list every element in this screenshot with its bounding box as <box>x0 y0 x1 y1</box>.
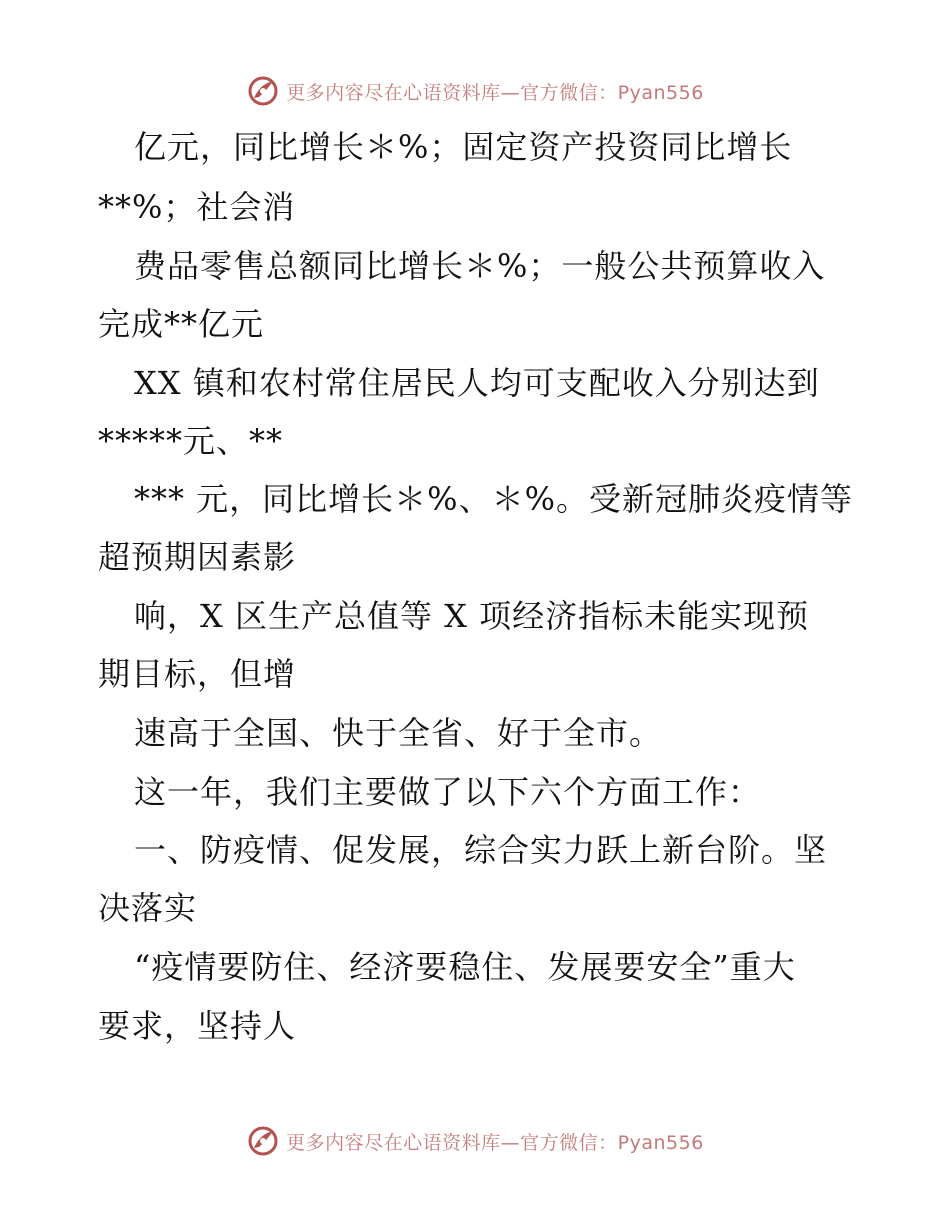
text-line: 要求，坚持人 <box>98 1007 297 1045</box>
watermark-text: 更多内容尽在心语资料库—官方微信：Pyan556 <box>286 81 704 104</box>
text-line: 完成**亿元 <box>98 305 265 343</box>
text-line: 费品零售总额同比增长＊%；一般公共预算收入 <box>134 247 826 285</box>
text-line: *****元、** <box>98 422 284 460</box>
text-line: 一、防疫情、促发展，综合实力跃上新台阶。坚 <box>134 831 828 869</box>
watermark-text: 更多内容尽在心语资料库—官方微信：Pyan556 <box>286 1131 704 1154</box>
text-line: 这一年，我们主要做了以下六个方面工作： <box>134 773 762 811</box>
text-line: 亿元，同比增长＊%；固定资产投资同比增长 <box>134 128 793 166</box>
text-line: 期目标，但增 <box>98 655 297 693</box>
text-line: XX 镇和农村常住居民人均可支配收入分别达到 <box>134 364 820 402</box>
text-line: 响，X 区生产总值等 X 项经济指标未能实现预 <box>134 597 810 635</box>
header-watermark <box>0 74 950 108</box>
brush-circle-logo-icon <box>246 1124 280 1158</box>
text-line: 超预期因素影 <box>98 538 297 576</box>
text-line: *** 元，同比增长＊%、＊%。受新冠肺炎疫情等 <box>134 480 853 518</box>
text-line: **%；社会消 <box>98 188 296 226</box>
text-line: 决落实 <box>98 889 198 927</box>
text-line: 速高于全国、快于全省、好于全市。 <box>134 714 663 752</box>
text-line: “疫情要防住、经济要稳住、发展要安全”重大 <box>134 948 796 986</box>
brush-circle-logo-icon <box>246 74 280 108</box>
footer-watermark <box>0 1124 950 1158</box>
